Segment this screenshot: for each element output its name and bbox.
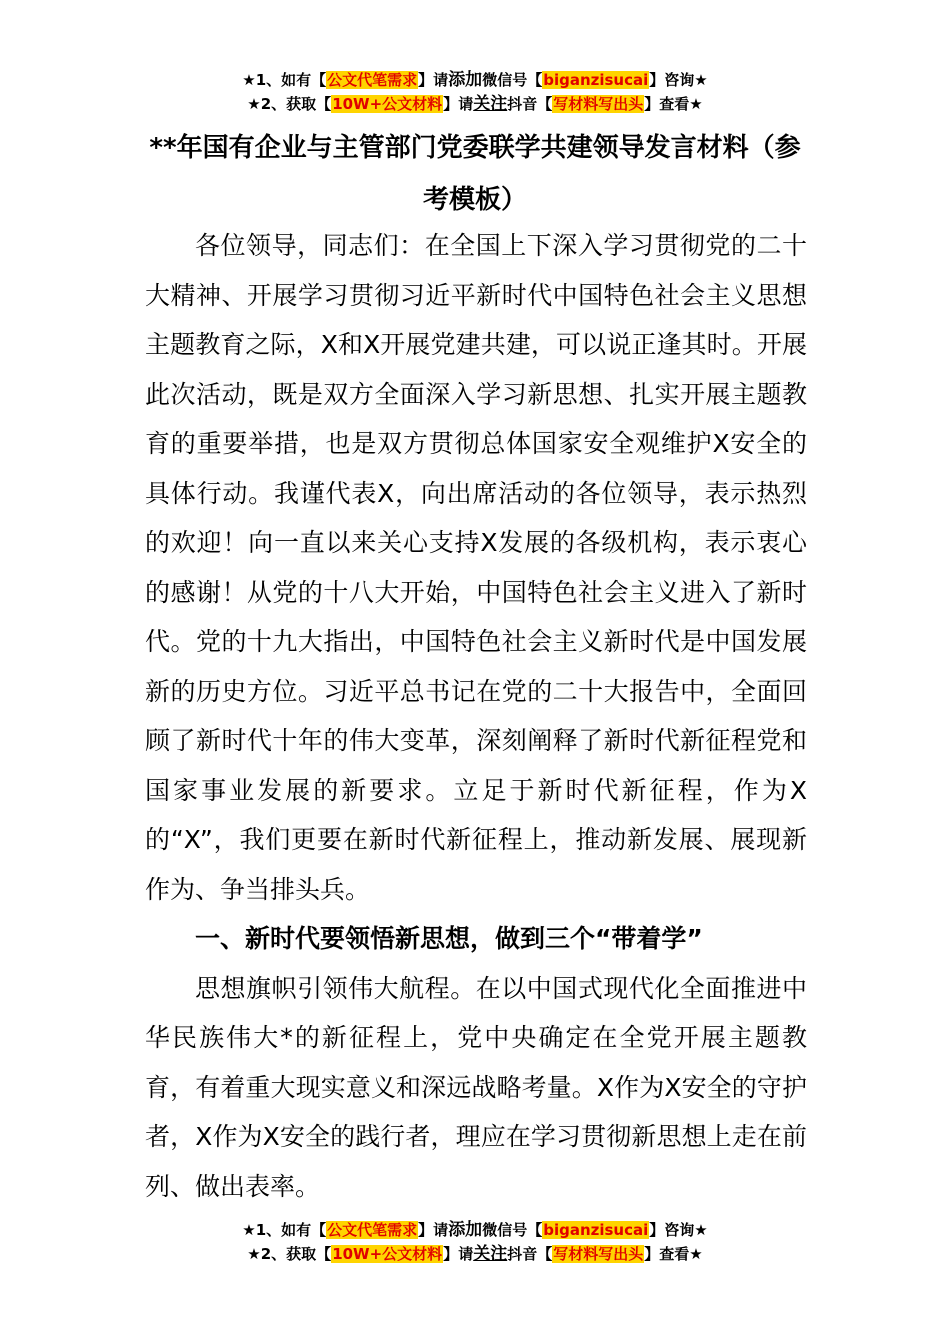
ad-highlight-douyin: 写材料写出头: [553, 95, 644, 113]
ad-text: 微信号【: [482, 1221, 543, 1239]
header-ad-line-2: [0, 92, 950, 116]
ad-emphasis: 添加: [448, 1220, 483, 1240]
ad-text: 】请: [418, 71, 449, 89]
ad-text: 】咨询★: [649, 71, 708, 89]
ad-emphasis: 添加: [448, 70, 483, 90]
ad-emphasis: 关注: [473, 1244, 508, 1264]
ad-text: ★2、获取【: [247, 1245, 332, 1263]
header-ad-line-1: [0, 68, 950, 92]
ad-text: 抖音【: [507, 1245, 553, 1263]
ad-text: ★1、如有【: [242, 1221, 327, 1239]
ad-highlight-wechat-id: biganzisucai: [543, 1221, 649, 1239]
ad-highlight: 公文代笔需求: [327, 1221, 418, 1239]
ad-text: 】请: [443, 1245, 474, 1263]
document-body: [145, 221, 807, 1211]
ad-highlight: 公文代笔需求: [327, 71, 418, 89]
footer-ad-line-2: [0, 1242, 950, 1266]
footer-ad-line-1: [0, 1218, 950, 1242]
ad-highlight-wechat-id: biganzisucai: [543, 71, 649, 89]
ad-text: 】咨询★: [649, 1221, 708, 1239]
ad-highlight: 10W+公文材料: [332, 95, 443, 113]
ad-text: 】查看★: [644, 1245, 703, 1263]
ad-highlight-douyin: 写材料写出头: [553, 1245, 644, 1263]
ad-text: 】查看★: [644, 95, 703, 113]
body-paragraph: 思想旗帜引领伟大航程。在以中国式现代化全面推进中华民族伟大*的新征程上，党中央确定在全党开展主题教育，有着重大现实意义和深远战略考量。X作为X安全的守护者，X作为X安全的践行者，理应在学习贯彻新思想上走在前列、做出表率。: [145, 973, 807, 1201]
ad-highlight: 10W+公文材料: [332, 1245, 443, 1263]
ad-emphasis: 关注: [473, 94, 508, 114]
ad-text: 】请: [418, 1221, 449, 1239]
ad-text: ★2、获取【: [247, 95, 332, 113]
ad-text: 】请: [443, 95, 474, 113]
section-heading: 一、新时代要领悟新思想，做到三个“带着学”: [195, 924, 703, 953]
ad-text: 抖音【: [507, 95, 553, 113]
ad-text: 微信号【: [482, 71, 543, 89]
body-paragraph: 各位领导，同志们：在全国上下深入学习贯彻党的二十大精神、开展学习贯彻习近平新时代中国特色社会主义思想主题教育之际，X和X开展党建共建，可以说正逢其时。开展此次活动，既是双方全面深入学习新思想、扎实开展主题教育的重要举措，也是双方贯彻总体国家安全观维护X安全的具体行动。我谨代表X，向出席活动的各位领导，表示热烈的欢迎！向一直以来关心支持X发展的各级机构，表示衷心的感谢！从党的十八大开始，中国特色社会主义进入了新时代。党的十九大指出，中国特色社会主义新时代是中国发展新的历史方位。习近平总书记在党的二十大报告中，全面回顾了新时代十年的伟大变革，深刻阐释了新时代新征程党和国家事业发展的新要求。立足于新时代新征程，作为X的“X”，我们更要在新时代新征程上，推动新发展、展现新作为、争当排头兵。: [145, 231, 807, 904]
document-title: **年国有企业与主管部门党委联学共建领导发言材料（参考模板）: [149, 133, 801, 215]
ad-text: ★1、如有【: [242, 71, 327, 89]
